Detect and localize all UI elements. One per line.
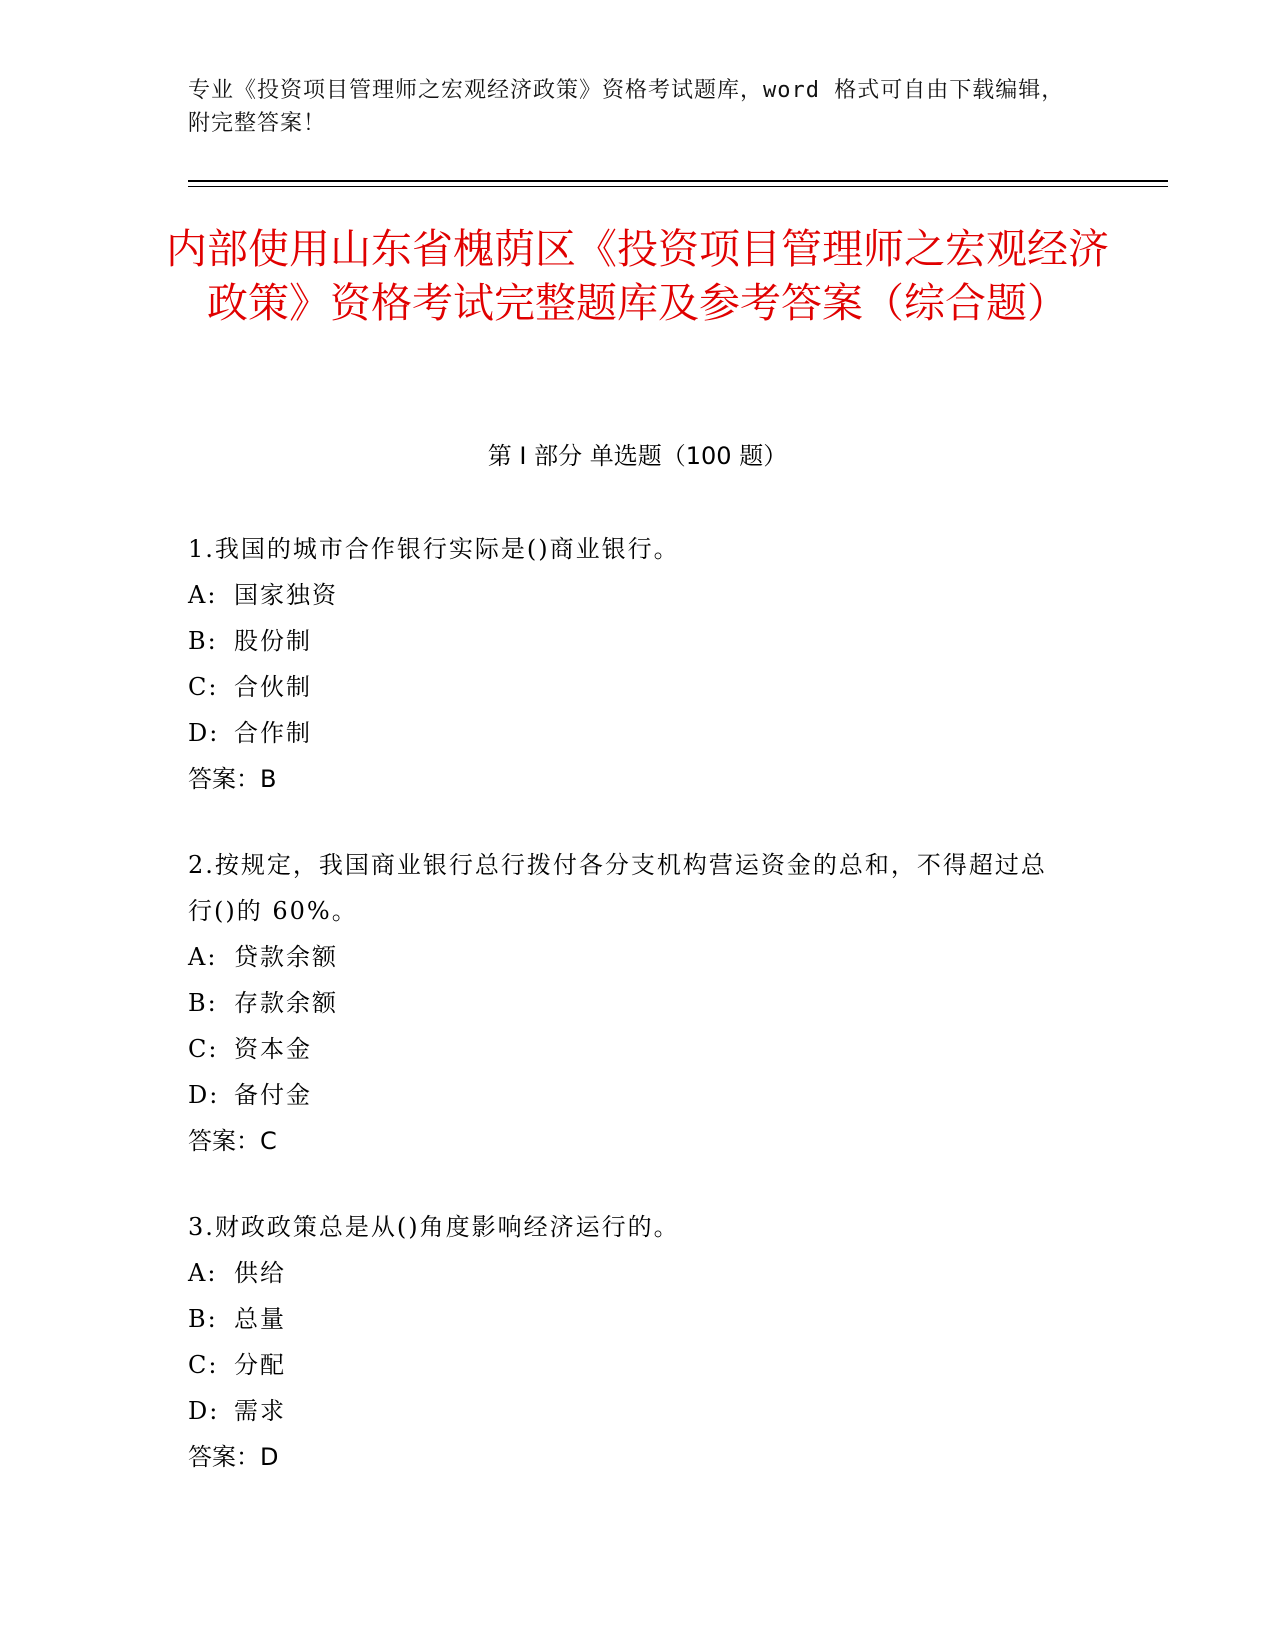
question-stem: 1.我国的城市合作银行实际是()商业银行。 <box>188 535 680 563</box>
option-text: 合伙制 <box>234 673 312 701</box>
option-letter: C: <box>188 1351 219 1379</box>
option-letter: B: <box>188 627 218 655</box>
answer-line: 答案：D <box>188 1443 279 1471</box>
option-d <box>188 710 1068 756</box>
option-c <box>188 664 1068 710</box>
option-a <box>188 934 1068 980</box>
option-letter: B: <box>188 989 218 1017</box>
option-letter: D: <box>188 1081 220 1109</box>
option-b <box>188 980 1068 1026</box>
answer-line: 答案：B <box>188 765 277 793</box>
option-c <box>188 1026 1068 1072</box>
question-1 <box>188 526 1068 802</box>
option-letter: A: <box>188 1259 218 1287</box>
option-a <box>188 1250 1068 1296</box>
option-d <box>188 1072 1068 1118</box>
option-b <box>188 1296 1068 1342</box>
option-text: 备付金 <box>234 1081 312 1109</box>
option-a <box>188 572 1068 618</box>
option-c <box>188 1342 1068 1388</box>
option-text: 资本金 <box>234 1035 312 1063</box>
option-text: 分配 <box>234 1351 286 1379</box>
answer-line: 答案：C <box>188 1127 277 1155</box>
option-letter: D: <box>188 1397 220 1425</box>
header-note: 专业《投资项目管理师之宏观经济政策》资格考试题库，word 格式可自由下载编辑，附完整答案！ <box>188 78 1065 136</box>
question-2 <box>188 842 1068 1164</box>
option-text: 国家独资 <box>234 581 338 609</box>
question-list <box>188 526 1068 1520</box>
option-text: 供给 <box>234 1259 286 1287</box>
option-d <box>188 1388 1068 1434</box>
option-text: 总量 <box>234 1305 286 1333</box>
option-b <box>188 618 1068 664</box>
option-letter: C: <box>188 673 219 701</box>
question-stem: 2.按规定，我国商业银行总行拨付各分支机构营运资金的总和，不得超过总行()的 60%。 <box>188 851 1047 925</box>
question-3 <box>188 1204 1068 1480</box>
option-text: 需求 <box>234 1397 286 1425</box>
option-letter: A: <box>188 943 218 971</box>
header-rule-thick <box>188 180 1168 182</box>
document-title: 内部使用山东省槐荫区《投资项目管理师之宏观经济政策》资格考试完整题库及参考答案（综合题） <box>166 225 1109 327</box>
option-text: 股份制 <box>234 627 312 655</box>
option-letter: C: <box>188 1035 219 1063</box>
option-letter: D: <box>188 719 220 747</box>
option-text: 存款余额 <box>234 989 338 1017</box>
option-letter: A: <box>188 581 218 609</box>
option-text: 贷款余额 <box>234 943 338 971</box>
option-letter: B: <box>188 1305 218 1333</box>
option-text: 合作制 <box>234 719 312 747</box>
question-stem: 3.财政政策总是从()角度影响经济运行的。 <box>188 1213 680 1241</box>
header-rule-thin <box>188 186 1168 187</box>
section-heading: 第 I 部分 单选题（100 题） <box>487 442 788 470</box>
